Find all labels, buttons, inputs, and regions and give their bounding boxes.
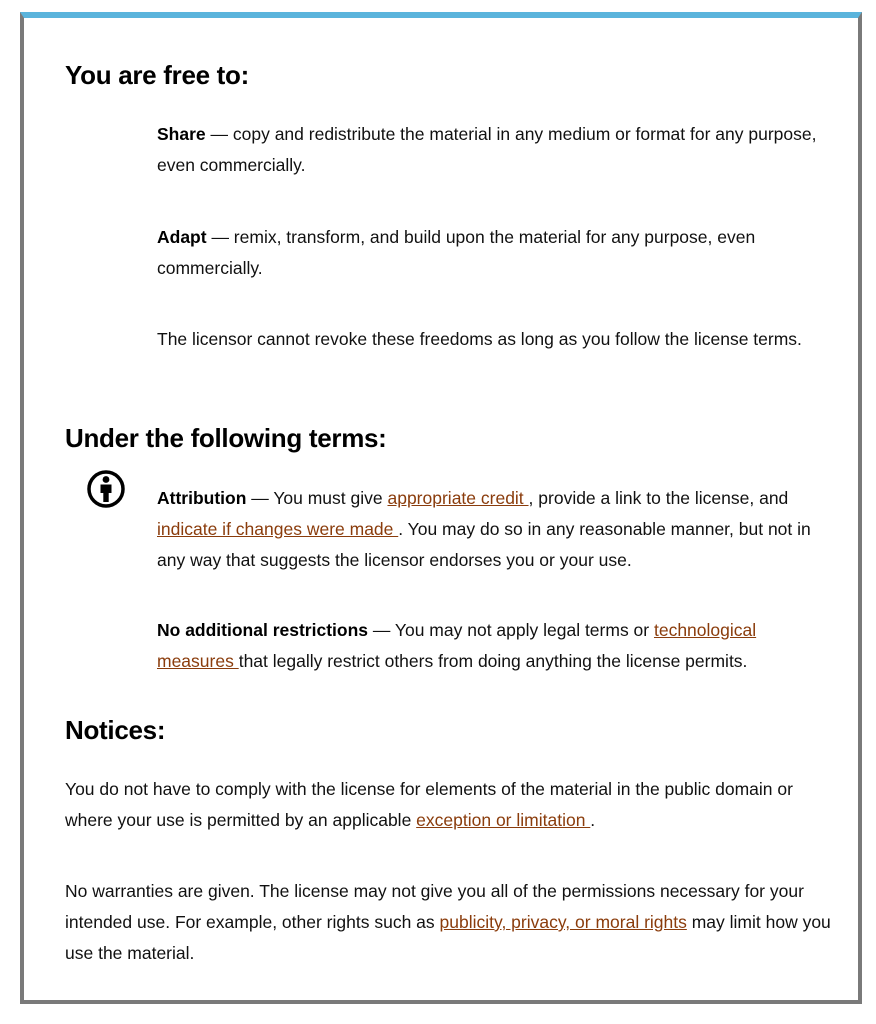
attribution-paragraph bbox=[157, 483, 837, 576]
terms-heading: Under the following terms: bbox=[65, 423, 387, 453]
public-domain-text-2: . bbox=[590, 810, 596, 830]
attribution-term: Attribution bbox=[157, 488, 247, 508]
restrictions-text-2: that legally restrict others from doing anything the license permits. bbox=[238, 651, 748, 671]
indicate-changes-link[interactable]: indicate if changes were made bbox=[157, 519, 399, 539]
free-heading: You are free to: bbox=[65, 60, 249, 90]
notices-heading: Notices: bbox=[65, 715, 166, 745]
attribution-person-icon bbox=[86, 469, 126, 509]
attribution-text-3: . You may do so in any reasonable manner, but not in any way that suggests the licensor endorses you or your use. bbox=[157, 519, 811, 570]
adapt-term: Adapt bbox=[157, 227, 207, 247]
technological-measures-link[interactable]: technological measures bbox=[157, 620, 757, 671]
revoke-paragraph: The licensor cannot revoke these freedoms as long as you follow the license terms. bbox=[157, 329, 802, 349]
public-domain-text-1: You do not have to comply with the license for elements of the material in the public domain or where your use is permitted by an applicable bbox=[65, 779, 793, 830]
public-domain-paragraph bbox=[65, 774, 805, 836]
restrictions-term: No additional restrictions bbox=[157, 620, 368, 640]
attribution-text-2: , provide a link to the license, and bbox=[528, 488, 789, 508]
warranties-text-1: No warranties are given. The license may not give you all of the permissions necessary for your intended use. For example, other rights such as bbox=[65, 881, 804, 932]
warranties-paragraph bbox=[65, 876, 837, 969]
appropriate-credit-link[interactable]: appropriate credit bbox=[387, 488, 529, 508]
warranties-text-2: may limit how you use the material. bbox=[65, 912, 831, 963]
share-term: Share bbox=[157, 124, 206, 144]
exception-limitation-link[interactable]: exception or limitation bbox=[416, 810, 591, 830]
share-paragraph bbox=[157, 119, 837, 181]
restrictions-paragraph bbox=[157, 615, 837, 677]
publicity-privacy-link[interactable]: publicity, privacy, or moral rights bbox=[439, 912, 687, 932]
restrictions-text-1: — You may not apply legal terms or bbox=[368, 620, 654, 640]
share-text: — copy and redistribute the material in any medium or format for any purpose, even commercially. bbox=[157, 124, 817, 175]
attribution-text-1: — You must give bbox=[246, 488, 388, 508]
adapt-paragraph bbox=[157, 222, 837, 284]
adapt-text: — remix, transform, and build upon the material for any purpose, even commercially. bbox=[157, 227, 756, 278]
